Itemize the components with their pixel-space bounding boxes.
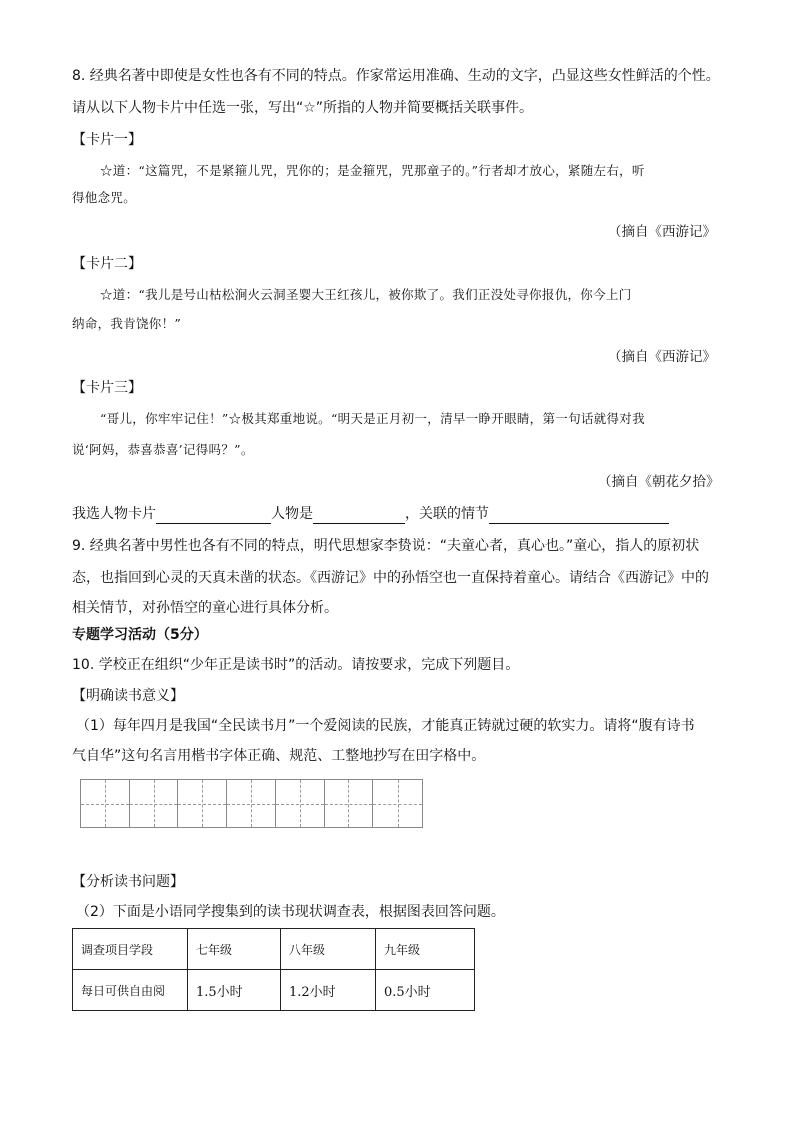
card-3-quote-line-2: 说‘阿妈，恭喜恭喜’记得吗？”。 [72, 442, 254, 457]
card-1-quote-line-1: ☆道：“这篇咒，不是紧箍儿咒，咒你的；是金箍咒，咒那童子的。”行者却才放心，紧随左右，听 [100, 163, 645, 178]
card-3-title: 【卡片三】 [72, 380, 142, 396]
card-2-title: 【卡片二】 [72, 256, 142, 272]
table-cell: 1.5小时 [188, 970, 281, 1011]
answer-label-card: 我选人物卡片 [72, 506, 156, 522]
grid-cell[interactable] [178, 780, 227, 827]
q8-answer-line [72, 504, 669, 524]
table-header-row [73, 929, 475, 970]
q10-sub1-line-1: （1）每年四月是我国“全民读书月”一个爱阅读的民族，才能真正铸就过硬的软实力。请将“腹有诗书 [76, 718, 695, 734]
q10-intro: 10. 学校正在组织“少年正是读书时”的活动。请按要求，完成下列题目。 [72, 657, 520, 673]
card-2-quote-line-2: 纳命，我肯饶你！” [72, 316, 182, 331]
grid-cell[interactable] [373, 780, 422, 827]
answer-blank-plot[interactable] [489, 507, 669, 524]
q10-sub1-line-2: 气自华”这句名言用楷书字体正确、规范、工整地抄写在田字格中。 [72, 748, 486, 764]
card-2-quote-line-1: ☆道：“我儿是号山枯松涧火云洞圣婴大王红孩儿，被你欺了。我们正没处寻你报仇，你今上门 [100, 287, 632, 302]
table-row [73, 970, 475, 1011]
card-1-title: 【卡片一】 [72, 132, 142, 148]
q10-sub2-heading: 【分析读书问题】 [72, 874, 184, 890]
table-cell: 0.5小时 [376, 970, 475, 1011]
card-1-source: （摘自《西游记》 [608, 224, 716, 240]
q10-sub2-line: （2）下面是小语同学搜集到的读书现状调查表，根据图表回答问题。 [76, 904, 505, 920]
tianzi-grid[interactable] [80, 779, 423, 828]
grid-cell[interactable] [325, 780, 374, 827]
section-heading: 专题学习活动（5分） [72, 627, 208, 643]
grid-cell[interactable] [276, 780, 325, 827]
table-header-cell: 九年级 [376, 929, 475, 970]
q8-line-2: 请从以下人物卡片中任选一张，写出“☆”所指的人物并简要概括关联事件。 [72, 100, 534, 116]
q10-sub1-heading: 【明确读书意义】 [72, 688, 184, 704]
table-header-cell: 调查项目学段 [73, 929, 188, 970]
card-2-source: （摘自《西游记》 [608, 349, 716, 365]
card-3-quote-line-1: “哥儿，你牢牢记住！”☆极其郑重地说。“明天是正月初一，清早一睁开眼睛，第一句话就得对我 [100, 411, 645, 426]
card-1-quote-line-2: 得他念咒。 [72, 190, 137, 205]
q8-line-1: 8. 经典名著中即使是女性也各有不同的特点。作家常运用准确、生动的文字，凸显这些女性鲜活的个性。 [72, 68, 720, 84]
answer-blank-person[interactable] [313, 507, 405, 524]
answer-label-plot: ，关联的情节 [405, 506, 489, 522]
table-cell: 每日可供自由阅 [73, 970, 188, 1011]
grid-cell[interactable] [130, 780, 179, 827]
grid-cell[interactable] [227, 780, 276, 827]
survey-table [72, 928, 475, 1011]
q9-line-3: 相关情节，对孙悟空的童心进行具体分析。 [72, 600, 338, 616]
card-3-source: （摘自《朝花夕拾》 [598, 474, 720, 490]
answer-label-person: 人物是 [271, 506, 313, 522]
answer-blank-card[interactable] [156, 507, 271, 524]
grid-cell[interactable] [81, 780, 130, 827]
table-header-cell: 八年级 [281, 929, 376, 970]
table-cell: 1.2小时 [281, 970, 376, 1011]
q9-line-2: 态，也指回到心灵的天真未凿的状态。《西游记》中的孙悟空也一直保持着童心。请结合《西游记》中的 [72, 570, 709, 586]
q9-line-1: 9. 经典名著中男性也各有不同的特点，明代思想家李贽说：“夫童心者，真心也。”童心，指人的原初状 [72, 538, 700, 554]
table-header-cell: 七年级 [188, 929, 281, 970]
